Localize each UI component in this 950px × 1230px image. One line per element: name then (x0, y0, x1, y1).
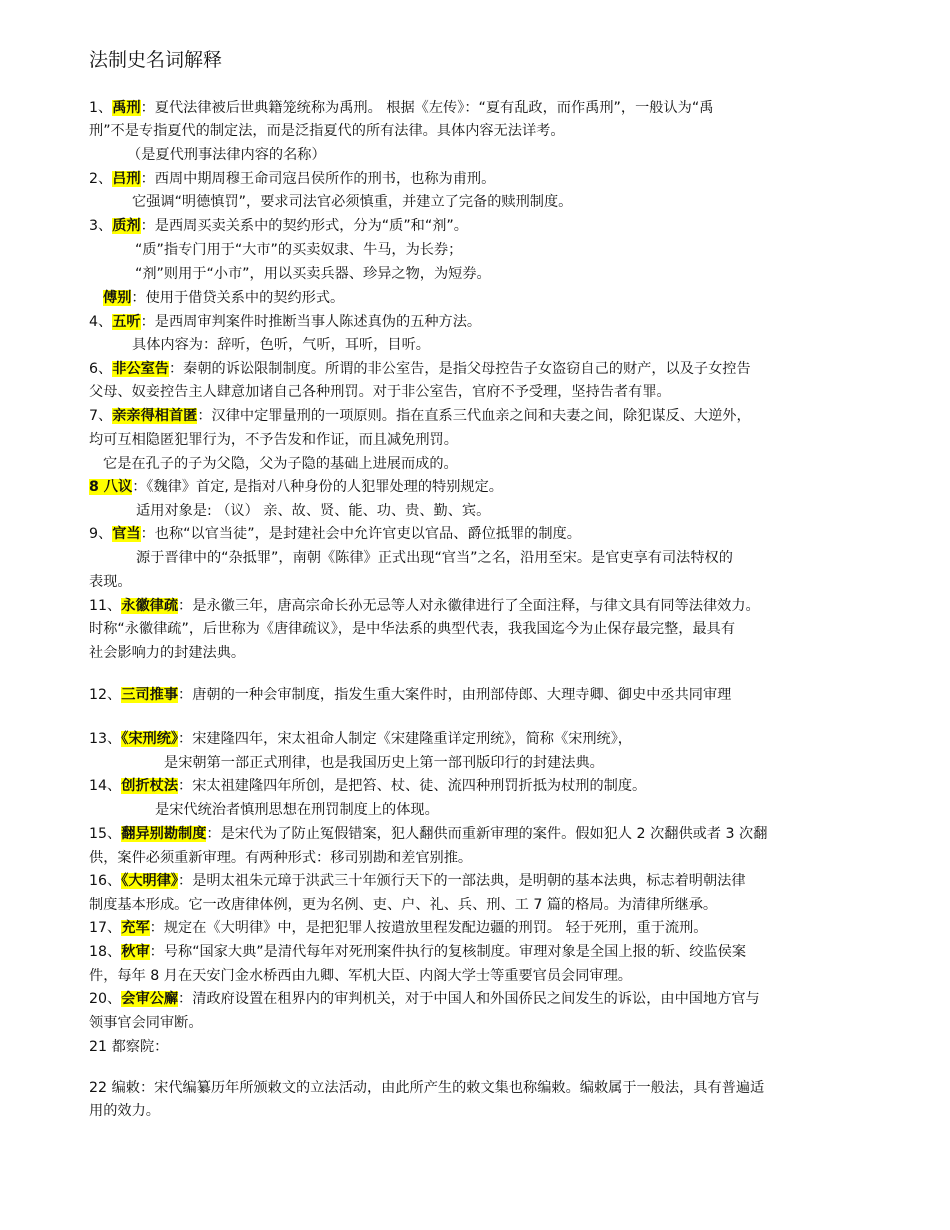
line-15 (89, 428, 458, 452)
definition-text: “质”指专门用于“大市”的买卖奴隶、牛马，为长券； (135, 242, 463, 258)
line-32 (89, 869, 746, 893)
line-11 (132, 333, 430, 357)
term-highlight: 三司推事 (121, 687, 179, 703)
term-highlight: 《大明律》 (121, 873, 178, 889)
term-highlight: 五听 (112, 314, 141, 330)
definition-text: ：夏代法律被后世典籍笼统称为禹刑。 根据《左传》：“夏有乱政，而作禹刑”，一般认为“禹 (140, 100, 714, 116)
entry-number: 1、 (89, 100, 113, 116)
line-12 (89, 357, 751, 381)
line-7 (135, 238, 462, 262)
line-40 (89, 1076, 764, 1100)
term-highlight: 傅别 (103, 290, 132, 306)
definition-text: （是夏代刑事法律内容的名称） (127, 147, 326, 163)
term-highlight: 质剂 (112, 218, 141, 234)
definition-text: ：也称“以官当徒”，是封建社会中允许官吏以官品、爵位抵罪的制度。 (140, 526, 581, 542)
entry-number: 14、 (89, 778, 122, 794)
term-highlight: 《宋刑统》 (121, 731, 178, 747)
term-highlight: 充军 (121, 920, 150, 936)
document-title: 法制史名词解释 (89, 49, 223, 71)
line-31 (89, 846, 472, 870)
definition-text: ：汉律中定罪量刑的一项原则。指在直系三代血亲之间和夫妻之间，除犯谋反、大逆外， (197, 408, 751, 424)
definition-text: ：规定在《大明律》中，是把犯罪人按遣放里程发配边疆的刑罚。 轻于死刑，重于流刑。 (149, 920, 708, 936)
line-5 (132, 190, 572, 214)
line-27 (164, 751, 604, 775)
entry-number: 17、 (89, 920, 122, 936)
line-38 (89, 1011, 203, 1035)
entry-number: 3、 (89, 218, 113, 234)
entry-number: 20、 (89, 991, 122, 1007)
entry-number: 4、 (89, 314, 113, 330)
term-highlight: 吕刑 (112, 171, 141, 187)
definition-text: ：唐朝的一种会审制度，指发生重大案件时，由刑部侍郎、大理寺卿、御史中丞共同审理 (178, 687, 732, 703)
line-21 (89, 570, 132, 594)
term-highlight: 禹刑 (112, 100, 141, 116)
definition-text: 供，案件必须重新审理。有两种形式：移司别勘和差官别推。 (89, 850, 473, 866)
line-17 (89, 475, 503, 499)
entry-number: 11、 (89, 598, 122, 614)
line-34 (89, 916, 707, 940)
entry-number: 7、 (89, 408, 113, 424)
definition-text: 具体内容为：辞听，色听，气听，耳听，目听。 (132, 337, 430, 353)
definition-text: ：是永徽三年，唐高宗命长孙无忌等人对永徽律进行了全面注释，与律文具有同等法律效力。 (178, 598, 760, 614)
definition-text: “剂”则用于“小市”，用以买卖兵器、珍异之物，为短券。 (135, 266, 491, 282)
line-20 (136, 546, 733, 570)
line-30 (89, 822, 767, 846)
definition-text: 是宋代统治者慎刑思想在刑罚制度上的体现。 (155, 802, 439, 818)
line-16 (103, 452, 458, 476)
definition-text: 父母、奴妾控告主人肆意加诸自己各种刑罚。对于非公室告，官府不予受理，坚持告者有罪。 (89, 384, 671, 400)
definition-text: 时称“永徽律疏”，后世称为《唐律疏议》，是中华法系的典型代表，我我国迄今为止保存最完整，最具有 (89, 621, 736, 637)
line-23 (89, 617, 735, 641)
definition-text: ：《魏律》首定, 是指对八种身份的人犯罪处理的特别规定。 (132, 479, 503, 495)
entry-number: 16、 (89, 873, 122, 889)
term-highlight: 非公室告 (112, 361, 169, 377)
line-3 (127, 143, 326, 167)
line-28 (89, 774, 646, 798)
definition-text: ：是西周审判案件时推断当事人陈述真伪的五种方法。 (140, 314, 482, 330)
definition-text: 制度基本形成。它一改唐律体例，更为名例、吏、户、礼、兵、刑、工 7 篇的格局。为清律所继承。 (89, 897, 718, 913)
entry-number: 9、 (89, 526, 113, 542)
definition-text: 用的效力。 (89, 1103, 160, 1119)
entry-number: 2、 (89, 171, 113, 187)
term-highlight: 亲亲得相首匿 (112, 408, 198, 424)
definition-text: 源于晋律中的“杂抵罪”，南朝《陈律》正式出现“官当”之名，沿用至宋。是官吏享有司法特权的 (136, 550, 733, 566)
term-highlight: 官当 (112, 526, 141, 542)
line-6 (89, 214, 468, 238)
line-36 (89, 964, 632, 988)
line-1 (89, 96, 713, 120)
line-9 (103, 286, 344, 310)
definition-text: ：宋建隆四年，宋太祖命人制定《宋建隆重详定刑统》，简称《宋刑统》， (178, 731, 632, 747)
line-26 (89, 727, 632, 751)
definition-text: 件，每年 8 月在天安门金水桥西由九卿、军机大臣、内阁大学士等重要官员会同审理。 (89, 968, 632, 984)
definition-text: ：使用于借贷关系中的契约形式。 (131, 290, 345, 306)
entry-number: 12、 (89, 687, 122, 703)
line-4 (89, 167, 495, 191)
definition-text: 表现。 (89, 574, 132, 590)
definition-text: 21 都察院： (89, 1039, 169, 1055)
line-25 (89, 683, 731, 707)
line-14 (89, 404, 751, 428)
line-29 (155, 798, 439, 822)
line-2 (89, 119, 565, 143)
entry-number: 18、 (89, 944, 122, 960)
definition-text: 它是在孔子的子为父隐，父为子隐的基础上进展而成的。 (103, 456, 458, 472)
term-highlight: 创折杖法 (121, 778, 179, 794)
definition-text: ：是明太祖朱元璋于洪武三十年颁行天下的一部法典，是明朝的基本法典，标志着明朝法律 (178, 873, 746, 889)
line-37 (89, 987, 760, 1011)
definition-text: 它强调“明德慎罚”，要求司法官必须慎重，并建立了完备的赎刑制度。 (132, 194, 573, 210)
line-8 (135, 262, 491, 286)
definition-text: ：西周中期周穆王命司寇吕侯所作的刑书，也称为甫刑。 (140, 171, 496, 187)
line-39 (89, 1035, 168, 1059)
definition-text: 刑”不是专指夏代的制定法，而是泛指夏代的所有法律。具体内容无法详考。 (89, 123, 565, 139)
definition-text: 适用对象是: （议） 亲、故、贤、能、功、贵、勤、宾。 (136, 503, 491, 519)
definition-text: ：是西周买卖关系中的契约形式，分为“质”和“剂”。 (140, 218, 468, 234)
term-highlight: 翻异别勘制度 (121, 826, 207, 842)
definition-text: 22 编敕：宋代编纂历年所颁敕文的立法活动，由此所产生的敕文集也称编敕。编敕属于一般法，具有普遍适 (89, 1080, 765, 1096)
line-33 (89, 893, 717, 917)
line-22 (89, 594, 760, 618)
term-highlight: 永徽律疏 (121, 598, 179, 614)
line-18 (136, 499, 490, 523)
entry-number: 6、 (89, 361, 113, 377)
definition-text: ：清政府设置在租界内的审判机关，对于中国人和外国侨民之间发生的诉讼，由中国地方官与 (178, 991, 760, 1007)
line-35 (89, 940, 746, 964)
term-highlight: 秋审 (121, 944, 150, 960)
term-highlight: 会审公廨 (121, 991, 179, 1007)
definition-text: 是宋朝第一部正式刑律，也是我国历史上第一部刊版印行的封建法典。 (164, 755, 604, 771)
line-13 (89, 380, 671, 404)
line-24 (89, 641, 245, 665)
definition-text: 社会影响力的封建法典。 (89, 645, 246, 661)
definition-text: 领事官会同审断。 (89, 1015, 203, 1031)
definition-text: ：是宋代为了防止冤假错案，犯人翻供而重新审理的案件。假如犯人 2 次翻供或者 3 次翻 (206, 826, 768, 842)
entry-number: 13、 (89, 731, 122, 747)
definition-text: ：宋太祖建隆四年所创，是把笞、杖、徒、流四种刑罚折抵为杖刑的制度。 (178, 778, 647, 794)
definition-text: ：秦朝的诉讼限制制度。所谓的非公室告，是指父母控告子女盗窃自己的财产，以及子女控告 (168, 361, 751, 377)
line-41 (89, 1099, 160, 1123)
definition-text: 均可互相隐匿犯罪行为，不予告发和作证，而且减免刑罚。 (89, 432, 458, 448)
line-19 (89, 522, 581, 546)
line-10 (89, 310, 481, 334)
entry-number: 15、 (89, 826, 122, 842)
definition-text: ：号称“国家大典”是清代每年对死刑案件执行的复核制度。审理对象是全国上报的斩、绞监侯案 (149, 944, 747, 960)
term-highlight: 8 八议 (89, 479, 133, 495)
